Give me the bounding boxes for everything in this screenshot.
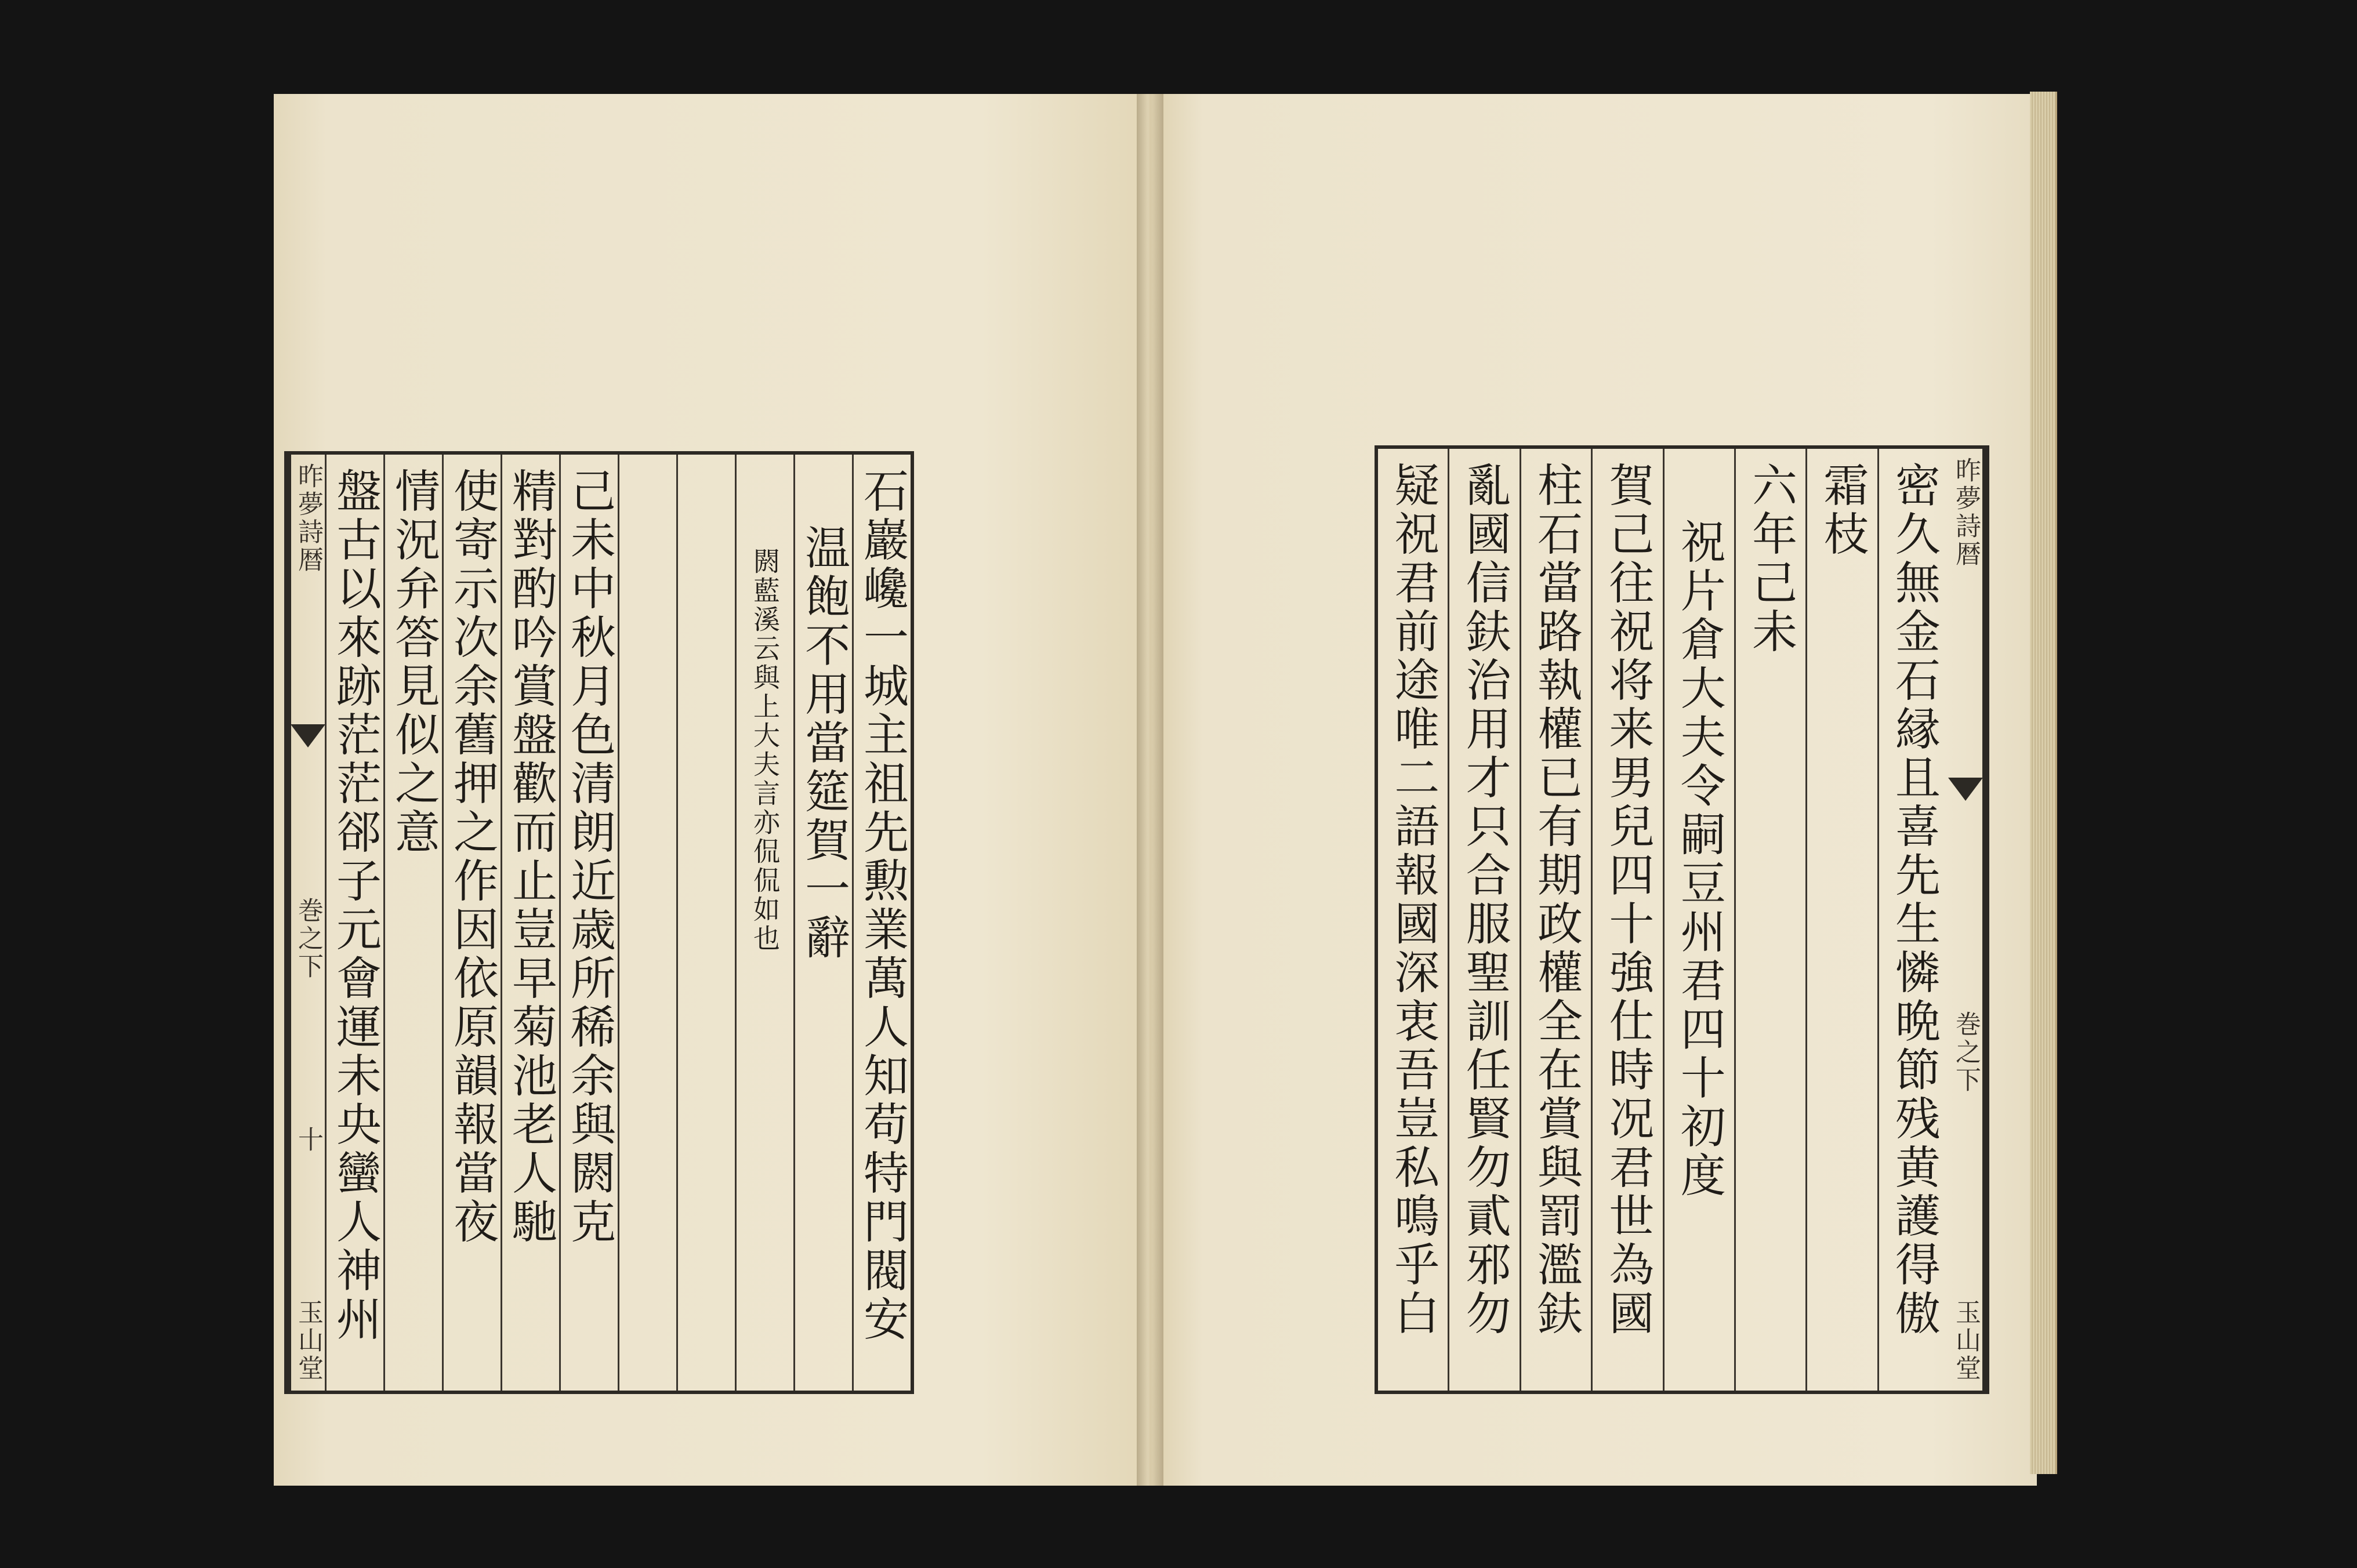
left-hashira [288, 455, 325, 1391]
right-column-2: 霜枝 [1805, 449, 1877, 1391]
left-column-7: 精對酌吟賞盤歡而止豈早菊池老人馳 [501, 455, 559, 1391]
right-column-5: 賀己往祝将来男兒四十強仕時况君世為國 [1591, 449, 1662, 1391]
left-hashira-title: 昨夢詩暦 [293, 463, 323, 574]
left-hashira-volume: 巻之下 [293, 897, 323, 981]
right-column-7: 亂國信鈇治用才只合服聖訓任賢勿貳邪勿 [1448, 449, 1519, 1391]
page-edges [2030, 92, 2057, 1474]
left-column-6: 己未中秋月色清朗近歳所稀余與閼克 [559, 455, 618, 1391]
right-column-3: 六年己未 [1734, 449, 1805, 1391]
left-column-5 [618, 455, 676, 1391]
left-column-10: 盤古以來跡茫茫郤子元會運未央蠻人神州 [325, 455, 383, 1391]
left-column-2: 温飽不用當筵賀一辭 [793, 455, 852, 1391]
left-column-8: 使寄示次余舊押之作因依原韻報當夜 [442, 455, 501, 1391]
right-hashira-volume: 巻之下 [1951, 1010, 1981, 1094]
fish-tail-mark-icon [1948, 778, 1983, 801]
left-hashira-folio: 十 [293, 1126, 323, 1154]
right-column-6: 柱石當路執權已有期政權全在賞與罰濫鈇 [1520, 449, 1591, 1391]
left-column-3-note: 閼藍溪云與上大夫言亦侃侃如也 [735, 455, 793, 1391]
left-column-1: 石巖巉一城主祖先勲業萬人知苟特門閥安 [852, 455, 911, 1391]
right-hashira [1949, 449, 1986, 1391]
right-column-8: 疑祝君前途唯二語報國深衷吾豈私鳴乎白 [1387, 462, 1439, 1338]
right-hashira-title: 昨夢詩暦 [1951, 457, 1981, 568]
left-column-4 [676, 455, 735, 1391]
right-text-frame [1375, 445, 1989, 1394]
right-column-4: 祝片倉大夫令嗣豆州君四十初度 [1663, 449, 1734, 1391]
left-text-frame [284, 451, 914, 1394]
right-hashira-publisher: 玉山堂 [1951, 1298, 1981, 1382]
right-column-1: 密久無金石縁且喜先生憐晩節残黄護得傲 [1877, 449, 1949, 1391]
fish-tail-mark-icon [291, 724, 325, 747]
left-column-9: 情況弁答見似之意 [383, 455, 442, 1391]
left-hashira-publisher: 玉山堂 [293, 1299, 323, 1382]
book-gutter [1137, 94, 1163, 1486]
